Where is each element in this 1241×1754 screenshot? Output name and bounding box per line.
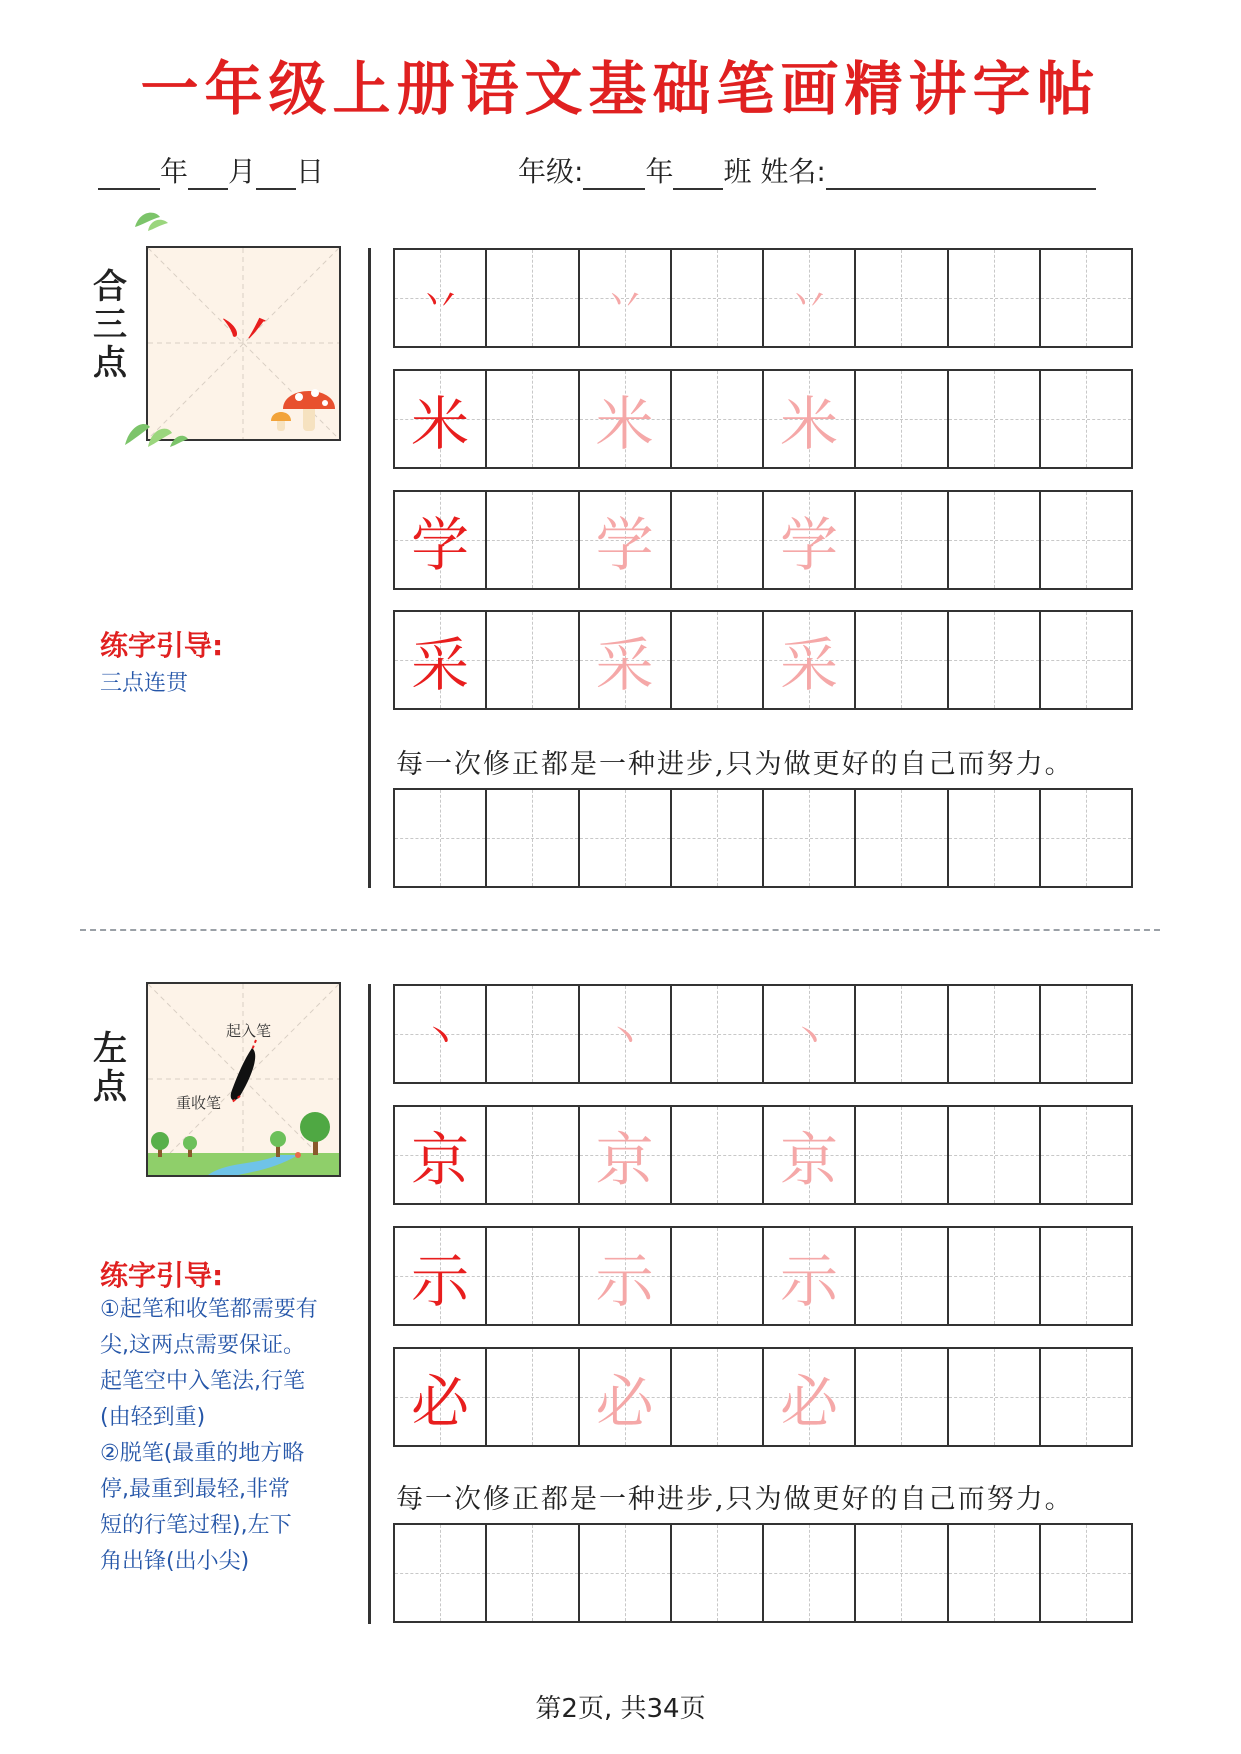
practice-row <box>393 1105 1133 1205</box>
trace-char: 学 <box>780 511 839 579</box>
grid-cell[interactable] <box>949 492 1041 588</box>
section-divider-line <box>368 248 371 888</box>
practice-row-blank <box>393 1523 1133 1623</box>
grid-cell[interactable] <box>487 1107 579 1203</box>
grid-cell[interactable] <box>1041 612 1131 708</box>
grid-cell[interactable] <box>764 250 856 346</box>
practice-row-blank <box>393 788 1133 888</box>
grid-cell[interactable] <box>764 790 856 886</box>
trace-char: 丷 <box>789 278 830 325</box>
model-char: 丷 <box>420 278 461 325</box>
practice-row <box>393 610 1133 710</box>
grid-cell[interactable] <box>395 612 487 708</box>
trace-char: 示 <box>780 1247 839 1315</box>
month-blank[interactable] <box>188 162 228 190</box>
stroke-demo-box <box>146 982 341 1177</box>
grid-cell[interactable] <box>487 1349 579 1445</box>
grid-cell[interactable] <box>672 986 764 1082</box>
trace-char: 京 <box>595 1126 654 1194</box>
grid-cell[interactable] <box>856 986 948 1082</box>
grid-cell[interactable] <box>764 1228 856 1324</box>
grid-cell[interactable] <box>764 371 856 467</box>
trace-char: 米 <box>780 390 839 458</box>
grid-cell[interactable] <box>580 1525 672 1621</box>
page-title: 一年级上册语文基础笔画精讲字帖 <box>140 55 1101 123</box>
practice-rows <box>393 248 1133 348</box>
trace-char: 米 <box>595 390 654 458</box>
grid-cell[interactable] <box>764 492 856 588</box>
grid-cell[interactable] <box>395 1525 487 1621</box>
practice-row <box>393 1226 1133 1326</box>
grid-cell[interactable] <box>856 790 948 886</box>
grid-cell[interactable] <box>1041 1228 1131 1324</box>
guide-line: 起笔空中入笔法,行笔 <box>100 1369 305 1394</box>
month-label: 月 <box>228 155 257 188</box>
guide-line: 角出锋(出小尖) <box>100 1549 250 1574</box>
model-char: 京 <box>411 1126 470 1194</box>
model-char: 丶 <box>420 1014 461 1061</box>
grid-cell[interactable] <box>487 986 579 1082</box>
mushroom-icon <box>269 369 339 439</box>
grid-cell[interactable] <box>856 1107 948 1203</box>
page-number: 第2页, 共34页 <box>535 1694 706 1724</box>
practice-rows <box>393 788 1133 888</box>
model-char: 采 <box>411 631 470 699</box>
class-blank[interactable] <box>673 162 723 190</box>
demo-glyph: 丷 <box>211 296 276 370</box>
grade-year-label: 年 <box>645 155 674 188</box>
grid-cell[interactable] <box>580 1107 672 1203</box>
grid-cell[interactable] <box>580 790 672 886</box>
grid-cell[interactable] <box>1041 1349 1131 1445</box>
day-label: 日 <box>296 155 325 188</box>
practice-row <box>393 248 1133 348</box>
trace-char: 采 <box>595 631 654 699</box>
trace-char: 示 <box>595 1247 654 1315</box>
grid-cell[interactable] <box>949 1349 1041 1445</box>
practice-rows <box>393 1226 1133 1326</box>
guide-text <box>100 666 345 702</box>
start-stroke-label: 起入笔 <box>226 1022 272 1040</box>
class-label: 班 <box>723 155 752 188</box>
name-blank[interactable] <box>826 162 1096 190</box>
year-blank[interactable] <box>98 162 160 190</box>
grid-cell[interactable] <box>949 1228 1041 1324</box>
grass-leaves-icon <box>120 405 190 450</box>
trace-char: 学 <box>595 511 654 579</box>
grid-cell[interactable] <box>580 612 672 708</box>
grid-cell[interactable] <box>487 1525 579 1621</box>
grid-cell[interactable] <box>487 250 579 346</box>
grid-cell[interactable] <box>949 371 1041 467</box>
trace-char: 京 <box>780 1126 839 1194</box>
guide-line: 尖,这两点需要保证。 <box>100 1333 305 1358</box>
grid-cell[interactable] <box>580 986 672 1082</box>
practice-row <box>393 490 1133 590</box>
grid-cell[interactable] <box>672 1107 764 1203</box>
grid-cell[interactable] <box>487 612 579 708</box>
grid-cell[interactable] <box>580 1228 672 1324</box>
grid-cell[interactable] <box>487 790 579 886</box>
student-line <box>518 150 1096 190</box>
trace-char: 采 <box>780 631 839 699</box>
grid-cell[interactable] <box>672 371 764 467</box>
grid-cell[interactable] <box>1041 790 1131 886</box>
grid-cell[interactable] <box>949 986 1041 1082</box>
guide-line: 停,最重到最轻,非常 <box>100 1477 290 1502</box>
grid-cell[interactable] <box>672 250 764 346</box>
grid-cell[interactable] <box>856 1228 948 1324</box>
grid-cell[interactable] <box>672 1525 764 1621</box>
leaf-icon <box>130 205 170 235</box>
trace-char: 丶 <box>604 1014 645 1061</box>
grid-cell[interactable] <box>672 1349 764 1445</box>
practice-rows <box>393 1105 1133 1205</box>
grid-cell[interactable] <box>672 790 764 886</box>
grid-cell[interactable] <box>1041 250 1131 346</box>
trace-char: 丷 <box>604 278 645 325</box>
grid-cell[interactable] <box>672 492 764 588</box>
guide-line: 短的行笔过程),左下 <box>100 1513 292 1538</box>
model-char: 米 <box>411 390 470 458</box>
grade-blank[interactable] <box>583 162 645 190</box>
grid-cell[interactable] <box>949 1107 1041 1203</box>
motto: 每一次修正都是一种进步,只为做更好的自己而努力。 <box>396 749 1074 780</box>
grid-cell[interactable] <box>856 371 948 467</box>
grid-cell[interactable] <box>1041 492 1131 588</box>
year-label: 年 <box>160 155 189 188</box>
guide-line: ②脱笔(最重的地方略 <box>100 1441 305 1466</box>
grid-cell[interactable] <box>395 1228 487 1324</box>
section-separator <box>80 929 1160 931</box>
grid-cell[interactable] <box>856 492 948 588</box>
grid-cell[interactable] <box>1041 1107 1131 1203</box>
guide-line: (由轻到重) <box>100 1405 206 1430</box>
practice-row <box>393 1347 1133 1447</box>
grid-cell[interactable] <box>395 986 487 1082</box>
grid-cell[interactable] <box>580 492 672 588</box>
grid-cell[interactable] <box>856 612 948 708</box>
landscape-icon <box>148 1105 339 1175</box>
grid-cell[interactable] <box>764 1349 856 1445</box>
grade-label: 年级: <box>518 155 584 188</box>
motto: 每一次修正都是一种进步,只为做更好的自己而努力。 <box>396 1484 1074 1515</box>
trace-char: 必 <box>780 1368 839 1436</box>
grid-cell[interactable] <box>487 371 579 467</box>
stroke-name: 合三点 <box>93 267 127 383</box>
grid-cell[interactable] <box>395 250 487 346</box>
guide-line: ①起笔和收笔都需要有 <box>100 1297 318 1322</box>
guide-title: 练字引导: <box>100 1259 224 1292</box>
guide-line: 三点连贯 <box>100 671 189 696</box>
grid-cell[interactable] <box>856 250 948 346</box>
grid-cell[interactable] <box>672 612 764 708</box>
grid-cell[interactable] <box>949 612 1041 708</box>
grid-cell[interactable] <box>487 1228 579 1324</box>
grid-cell[interactable] <box>395 790 487 886</box>
practice-row <box>393 369 1133 469</box>
name-label: 姓名: <box>760 155 826 188</box>
grid-cell[interactable] <box>395 1107 487 1203</box>
grid-cell[interactable] <box>1041 986 1131 1082</box>
guide-text <box>100 1292 345 1580</box>
grid-cell[interactable] <box>764 1107 856 1203</box>
grid-cell[interactable] <box>580 371 672 467</box>
grid-cell[interactable] <box>856 1349 948 1445</box>
grid-cell[interactable] <box>764 1525 856 1621</box>
grid-cell[interactable] <box>764 986 856 1082</box>
practice-rows <box>393 984 1133 1084</box>
grid-cell[interactable] <box>949 790 1041 886</box>
grid-cell[interactable] <box>672 1228 764 1324</box>
grid-cell[interactable] <box>580 1349 672 1445</box>
trace-char: 丶 <box>789 1014 830 1061</box>
grid-cell[interactable] <box>487 492 579 588</box>
grid-cell[interactable] <box>580 250 672 346</box>
model-char: 示 <box>411 1247 470 1315</box>
grid-cell[interactable] <box>1041 1525 1131 1621</box>
practice-row <box>393 984 1133 1084</box>
stroke-name: 左点 <box>93 1029 127 1107</box>
practice-rows <box>393 490 1133 590</box>
day-blank[interactable] <box>256 162 296 190</box>
grid-cell[interactable] <box>395 1349 487 1445</box>
grid-cell[interactable] <box>764 612 856 708</box>
grid-cell[interactable] <box>949 1525 1041 1621</box>
guide-title: 练字引导: <box>100 629 224 662</box>
grid-cell[interactable] <box>949 250 1041 346</box>
model-char: 必 <box>411 1368 470 1436</box>
grid-cell[interactable] <box>395 492 487 588</box>
practice-rows <box>393 1347 1133 1447</box>
grid-cell[interactable] <box>856 1525 948 1621</box>
model-char: 学 <box>411 511 470 579</box>
grid-cell[interactable] <box>1041 371 1131 467</box>
end-stroke-label: 重收笔 <box>176 1094 222 1112</box>
grid-cell[interactable] <box>395 371 487 467</box>
date-line <box>98 150 324 190</box>
practice-rows <box>393 369 1133 469</box>
section-divider-line <box>368 984 371 1624</box>
practice-rows <box>393 1523 1133 1623</box>
trace-char: 必 <box>595 1368 654 1436</box>
practice-rows <box>393 610 1133 710</box>
